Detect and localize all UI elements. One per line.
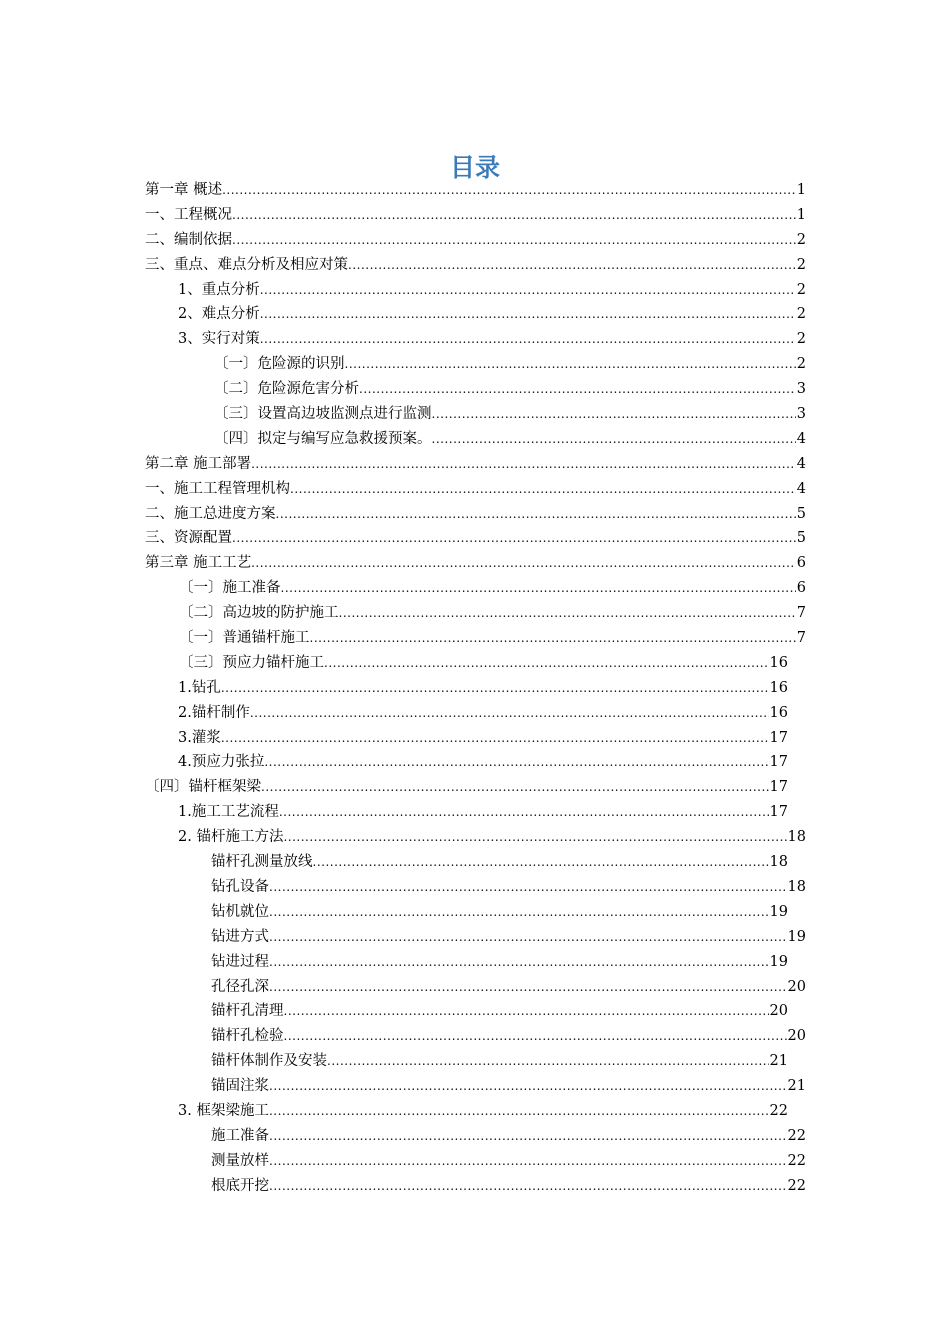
toc-entry[interactable] <box>145 253 806 278</box>
toc-entry-page: 16 <box>769 704 788 721</box>
toc-dot-leader <box>359 377 796 402</box>
toc-entry-page: 7 <box>796 630 806 647</box>
toc-entry-title: 2.锚杆制作 <box>178 704 250 721</box>
toc-entry-title: 钻孔设备 <box>211 878 269 895</box>
toc-dot-leader <box>232 228 796 253</box>
toc-dot-leader <box>284 1024 787 1049</box>
toc-entry[interactable] <box>178 278 806 303</box>
toc-entry[interactable] <box>211 1149 806 1174</box>
toc-entry-title: 测量放样 <box>211 1152 269 1169</box>
toc-dot-leader <box>260 278 796 303</box>
toc-entry-page: 18 <box>787 878 806 895</box>
toc-entry-title: 2、难点分析 <box>178 306 260 323</box>
toc-entry-title: 3、实行对策 <box>178 331 260 348</box>
toc-entry-title: 二、施工总进度方案 <box>145 505 276 522</box>
toc-entry[interactable] <box>145 477 806 502</box>
toc-entry-page: 22 <box>769 1102 788 1119</box>
toc-dot-leader <box>251 452 796 477</box>
toc-dot-leader <box>260 302 796 327</box>
toc-dot-leader <box>269 975 787 1000</box>
toc-entry[interactable] <box>145 775 788 800</box>
toc-entry-page: 21 <box>769 1053 788 1070</box>
toc-entry-title: 〔三〕设置高边坡监测点进行监测 <box>214 406 432 423</box>
toc-entry[interactable] <box>145 452 806 477</box>
toc-entry[interactable] <box>178 800 788 825</box>
toc-entry-page: 22 <box>787 1177 806 1194</box>
toc-dot-leader <box>221 676 769 701</box>
toc-dot-leader <box>269 1099 769 1124</box>
toc-dot-leader <box>269 900 769 925</box>
toc-dot-leader <box>269 1149 787 1174</box>
toc-dot-leader <box>310 626 796 651</box>
toc-entry[interactable] <box>178 825 806 850</box>
toc-entry-title: 〔三〕预应力锚杆施工 <box>179 654 324 671</box>
toc-entry[interactable] <box>178 327 806 352</box>
toc-dot-leader <box>269 1074 787 1099</box>
toc-entry[interactable] <box>211 950 788 975</box>
toc-entry-page: 17 <box>769 754 788 771</box>
toc-entry-title: 三、资源配置 <box>145 530 232 547</box>
toc-dot-leader <box>339 601 796 626</box>
toc-entry-title: 钻机就位 <box>211 903 269 920</box>
toc-entry[interactable] <box>211 999 788 1024</box>
toc-entry-title: 第一章 概述 <box>145 182 223 198</box>
toc-entry-title: 锚杆孔清理 <box>211 1003 284 1020</box>
toc-entry[interactable] <box>178 676 788 701</box>
toc-entry-title: 〔一〕施工准备 <box>179 580 281 597</box>
toc-dot-leader <box>269 925 787 950</box>
toc-entry[interactable] <box>211 1174 806 1199</box>
toc-entry-page: 3 <box>796 381 806 398</box>
toc-dot-leader <box>324 651 769 676</box>
toc-dot-leader <box>250 701 769 726</box>
toc-entry[interactable] <box>145 502 806 527</box>
toc-entry-title: 一、工程概况 <box>145 206 232 223</box>
toc-entry[interactable] <box>214 427 806 452</box>
toc-entry-page: 7 <box>796 605 806 622</box>
toc-entry-title: 施工准备 <box>211 1127 269 1144</box>
toc-entry-title: 钻进方式 <box>211 928 269 945</box>
toc-dot-leader <box>269 1174 787 1199</box>
toc-entry-title: 2. 锚杆施工方法 <box>178 829 284 846</box>
toc-entry-title: 锚杆孔检验 <box>211 1028 284 1045</box>
toc-dot-leader <box>327 1049 769 1074</box>
toc-entry-page: 1 <box>796 206 806 223</box>
toc-dot-leader <box>348 253 796 278</box>
toc-entry-page: 19 <box>787 928 806 945</box>
toc-entry-title: 〔二〕危险源危害分析 <box>214 381 359 398</box>
toc-entry-title: 3. 框架梁施工 <box>178 1102 269 1119</box>
toc-entry-page: 17 <box>769 804 788 821</box>
toc-entry[interactable] <box>211 975 806 1000</box>
toc-entry-page: 18 <box>787 829 806 846</box>
toc-entry[interactable] <box>178 302 806 327</box>
toc-dot-leader <box>261 775 769 800</box>
toc-entry-title: 二、编制依据 <box>145 231 232 248</box>
toc-entry-page: 17 <box>769 779 788 796</box>
toc-dot-leader <box>345 352 796 377</box>
toc-entry[interactable] <box>145 228 806 253</box>
toc-entry-page: 19 <box>769 903 788 920</box>
toc-entry-page: 21 <box>787 1078 806 1095</box>
toc-entry-title: 1.施工工艺流程 <box>178 804 279 821</box>
toc-entry-page: 4 <box>796 480 806 497</box>
toc-entry[interactable] <box>211 1074 806 1099</box>
toc-entry[interactable] <box>214 377 806 402</box>
toc-entry-page: 22 <box>787 1152 806 1169</box>
toc-entry-title: 1、重点分析 <box>178 281 260 298</box>
toc-entry[interactable] <box>179 626 806 651</box>
page-title: 目录 <box>449 152 500 182</box>
toc-entry-page: 1 <box>796 182 806 198</box>
toc-entry-title: 第二章 施工部署 <box>145 455 252 472</box>
toc-dot-leader <box>432 402 796 427</box>
toc-entry[interactable] <box>211 1049 788 1074</box>
toc-entry-title: 锚杆孔测量放线 <box>211 854 313 871</box>
toc-dot-leader <box>313 850 769 875</box>
toc-entry-page: 6 <box>796 580 806 597</box>
toc-entry[interactable] <box>145 203 806 228</box>
toc-entry-title: 第三章 施工工艺 <box>145 555 252 572</box>
toc-entry-page: 19 <box>769 953 788 970</box>
toc-entry-title: 〔一〕普通锚杆施工 <box>179 630 310 647</box>
toc-dot-leader <box>279 800 769 825</box>
toc-dot-leader <box>222 178 796 203</box>
toc-entry[interactable] <box>211 1124 806 1149</box>
toc-entry[interactable] <box>178 750 788 775</box>
toc-entry-page: 20 <box>769 1003 788 1020</box>
toc-dot-leader <box>251 551 796 576</box>
toc-entry[interactable] <box>211 875 806 900</box>
toc-dot-leader <box>232 203 796 228</box>
toc-entry-title: 〔四〕锚杆框架梁 <box>145 779 261 796</box>
toc-entry[interactable] <box>178 1099 788 1124</box>
toc-entry[interactable] <box>179 601 806 626</box>
toc-dot-leader <box>432 427 796 452</box>
toc-entry-title: 锚杆体制作及安装 <box>211 1053 327 1070</box>
toc-entry[interactable] <box>145 526 806 551</box>
toc-entry[interactable] <box>214 402 806 427</box>
toc-dot-leader <box>260 327 796 352</box>
toc-entry[interactable] <box>178 726 788 751</box>
toc-entry-page: 6 <box>796 555 806 572</box>
toc-entry-page: 4 <box>796 455 806 472</box>
toc-entry-page: 20 <box>787 978 806 995</box>
toc-entry[interactable] <box>178 701 788 726</box>
toc-entry[interactable] <box>211 925 806 950</box>
toc-entry-title: 〔二〕高边坡的防护施工 <box>179 605 339 622</box>
toc-entry[interactable] <box>179 651 788 676</box>
toc-entry-page: 2 <box>796 256 806 273</box>
toc-entry-page: 5 <box>796 505 806 522</box>
toc-dot-leader <box>269 875 787 900</box>
toc-entry-page: 3 <box>796 406 806 423</box>
toc-entry-title: 三、重点、难点分析及相应对策 <box>145 256 348 273</box>
toc-entry-page: 16 <box>769 654 788 671</box>
toc-dot-leader <box>284 999 769 1024</box>
toc-dot-leader <box>269 1124 787 1149</box>
toc-entry-page: 2 <box>796 281 806 298</box>
toc-entry[interactable] <box>211 1024 806 1049</box>
toc-entry-title: 锚固注浆 <box>211 1078 269 1095</box>
toc-dot-leader <box>290 477 796 502</box>
toc-entry-page: 22 <box>787 1127 806 1144</box>
toc-entry-page: 18 <box>769 854 788 871</box>
toc-entry-title: 一、施工工程管理机构 <box>145 480 290 497</box>
toc-entry-title: 4.预应力张拉 <box>178 754 265 771</box>
toc-entry-page: 4 <box>796 430 806 447</box>
toc-entry-title: 钻进过程 <box>211 953 269 970</box>
toc-entry-page: 16 <box>769 679 788 696</box>
toc-dot-leader <box>276 502 796 527</box>
toc-entry-title: 孔径孔深 <box>211 978 269 995</box>
toc-entry[interactable] <box>211 850 788 875</box>
toc-entry-page: 2 <box>796 231 806 248</box>
toc-entry[interactable] <box>179 576 806 601</box>
toc-dot-leader <box>269 950 769 975</box>
toc-dot-leader <box>221 726 769 751</box>
toc-dot-leader <box>281 576 796 601</box>
toc-entry-page: 2 <box>796 356 806 373</box>
toc-entry[interactable] <box>214 352 806 377</box>
toc-entry-page: 20 <box>787 1028 806 1045</box>
table-of-contents <box>0 178 950 1199</box>
toc-dot-leader <box>232 526 796 551</box>
toc-dot-leader <box>283 825 786 850</box>
toc-entry-title: 根底开挖 <box>211 1177 269 1194</box>
toc-entry-page: 17 <box>769 729 788 746</box>
toc-entry-title: 1.钻孔 <box>178 679 221 696</box>
toc-entry-page: 2 <box>796 331 806 348</box>
toc-entry[interactable] <box>145 551 806 576</box>
toc-entry-title: 〔一〕危险源的识别 <box>214 356 345 373</box>
toc-entry-title: 3.灌浆 <box>178 729 221 746</box>
toc-entry[interactable] <box>211 900 788 925</box>
toc-entry-page: 2 <box>796 306 806 323</box>
toc-dot-leader <box>264 750 768 775</box>
toc-entry-page: 5 <box>796 530 806 547</box>
toc-entry-title: 〔四〕拟定与编写应急救援预案。 <box>214 430 432 447</box>
toc-entry[interactable] <box>145 178 806 203</box>
